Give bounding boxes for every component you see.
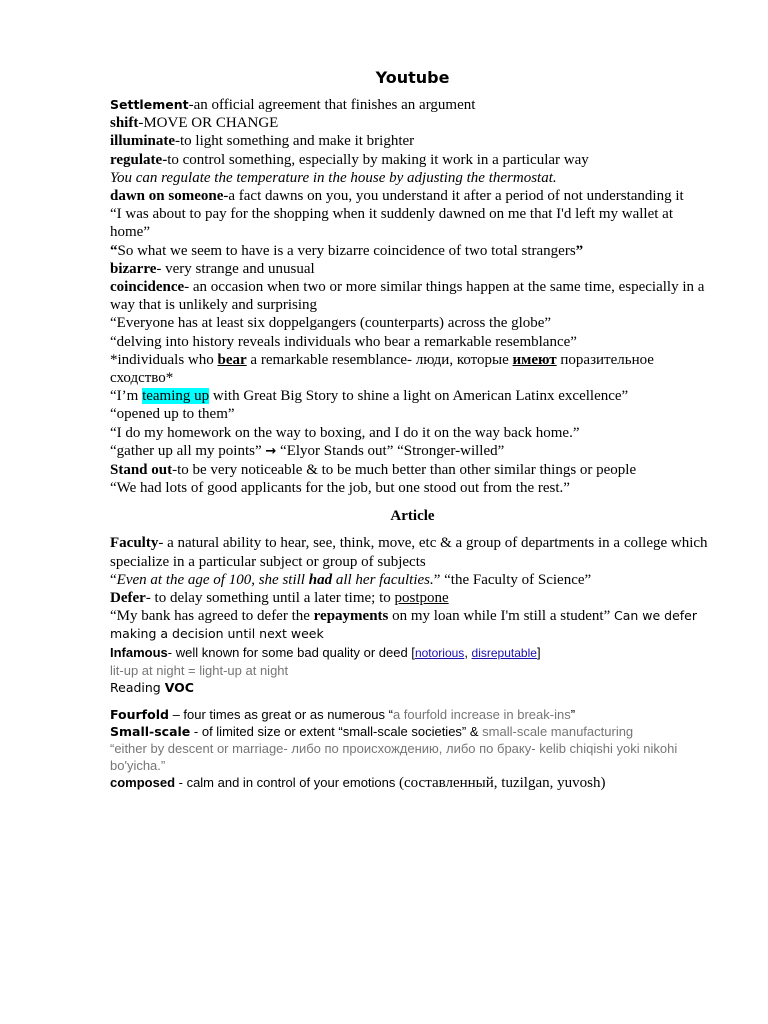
spacer bbox=[110, 697, 715, 706]
quote-doppelgangers: “Everyone has at least six doppelgangers (counterparts) across the globe” bbox=[110, 315, 552, 332]
entry-faculty: Faculty- a natural ability to hear, see, think, move, etc & a group of departments in a college which specialize in a particular subject or group of subjects bbox=[110, 535, 708, 570]
quote-descent-marriage: “either by descent or marriage- либо по происхождению, либо по браку- kelib chiqishi yoki nikohi bo'yicha.” bbox=[110, 740, 678, 773]
quote-homework: “I do my homework on the way to boxing, and I do it on the way back home.” bbox=[110, 424, 580, 441]
heading-youtube: Youtube bbox=[375, 68, 450, 87]
entry-dawn-on: dawn on someone-a fact dawns on you, you understand it after a period of not understanding it bbox=[110, 188, 684, 205]
entry-composed: composed - calm and in control of your emotions (составленный, tuzilgan, yuvosh) bbox=[110, 774, 606, 791]
quote-delving: “delving into history reveals individuals who bear a remarkable resemblance” bbox=[110, 333, 577, 350]
right-arrow-icon: → bbox=[265, 443, 277, 459]
entry-infamous: Infamous- well known for some bad quality or deed [notorious, disreputable] bbox=[110, 644, 541, 660]
entry-small-scale: Small-scale - of limited size or extent “small-scale societies” & small-scale manufacturing bbox=[110, 723, 634, 739]
entry-defer: Defer- to delay something until a later time; to postpone bbox=[110, 590, 449, 607]
link-notorious[interactable]: notorious bbox=[414, 645, 465, 660]
example-stood-out: “We had lots of good applicants for the job, but one stood out from the rest.” bbox=[110, 480, 570, 497]
entry-settlement: Settlement-an official agreement that finishes an argument bbox=[110, 97, 476, 113]
document-body bbox=[110, 68, 715, 792]
entry-fourfold: Fourfold – four times as great or as numerous “a fourfold increase in break-ins” bbox=[110, 706, 576, 722]
link-disreputable[interactable]: disreputable bbox=[471, 645, 537, 660]
quote-gather-up: “gather up all my points” → “Elyor Stands out” “Stronger-willed” bbox=[110, 442, 505, 459]
entry-coincidence: coincidence- an occasion when two or more similar things happen at the same time, especially in a way that is unlikely and surprising bbox=[110, 279, 705, 314]
entry-bizarre: bizarre- very strange and unusual bbox=[110, 260, 315, 277]
heading-article: Article bbox=[390, 508, 435, 525]
entry-illuminate: illuminate-to light something and make it brighter bbox=[110, 133, 415, 150]
quote-bizarre-coincidence: “So what we seem to have is a very bizarre coincidence of two total strangers” bbox=[110, 242, 584, 259]
highlight-teaming-up: teaming up bbox=[142, 388, 210, 405]
example-dawned: “I was about to pay for the shopping when it suddenly dawned on me that I'd left my wallet at home” bbox=[110, 206, 673, 241]
note-lit-up: lit-up at night = light-up at night bbox=[110, 662, 289, 678]
example-defer: “My bank has agreed to defer the repayments on my loan while I'm still a student” Can we defer making a decision until next week bbox=[110, 608, 698, 642]
entry-stand-out: Stand out-to be very noticeable & to be much better than other similar things or people bbox=[110, 462, 637, 479]
example-faculty: “Even at the age of 100, she still had all her faculties.” “the Faculty of Science” bbox=[110, 571, 592, 588]
entry-shift: shift-MOVE OR CHANGE bbox=[110, 115, 279, 132]
quote-teaming-up: “I’m teaming up with Great Big Story to shine a light on American Latinx excellence” bbox=[110, 388, 629, 405]
note-bear-resemblance: *individuals who bear a remarkable resemblance- люди, которые имеют поразительное сходство* bbox=[110, 351, 654, 387]
quote-opened-up: “opened up to them” bbox=[110, 406, 235, 423]
example-regulate: You can regulate the temperature in the house by adjusting the thermostat. bbox=[110, 169, 557, 186]
entry-regulate: regulate-to control something, especially by making it work in a particular way bbox=[110, 151, 589, 168]
label-reading-voc: Reading VOC bbox=[110, 679, 194, 695]
